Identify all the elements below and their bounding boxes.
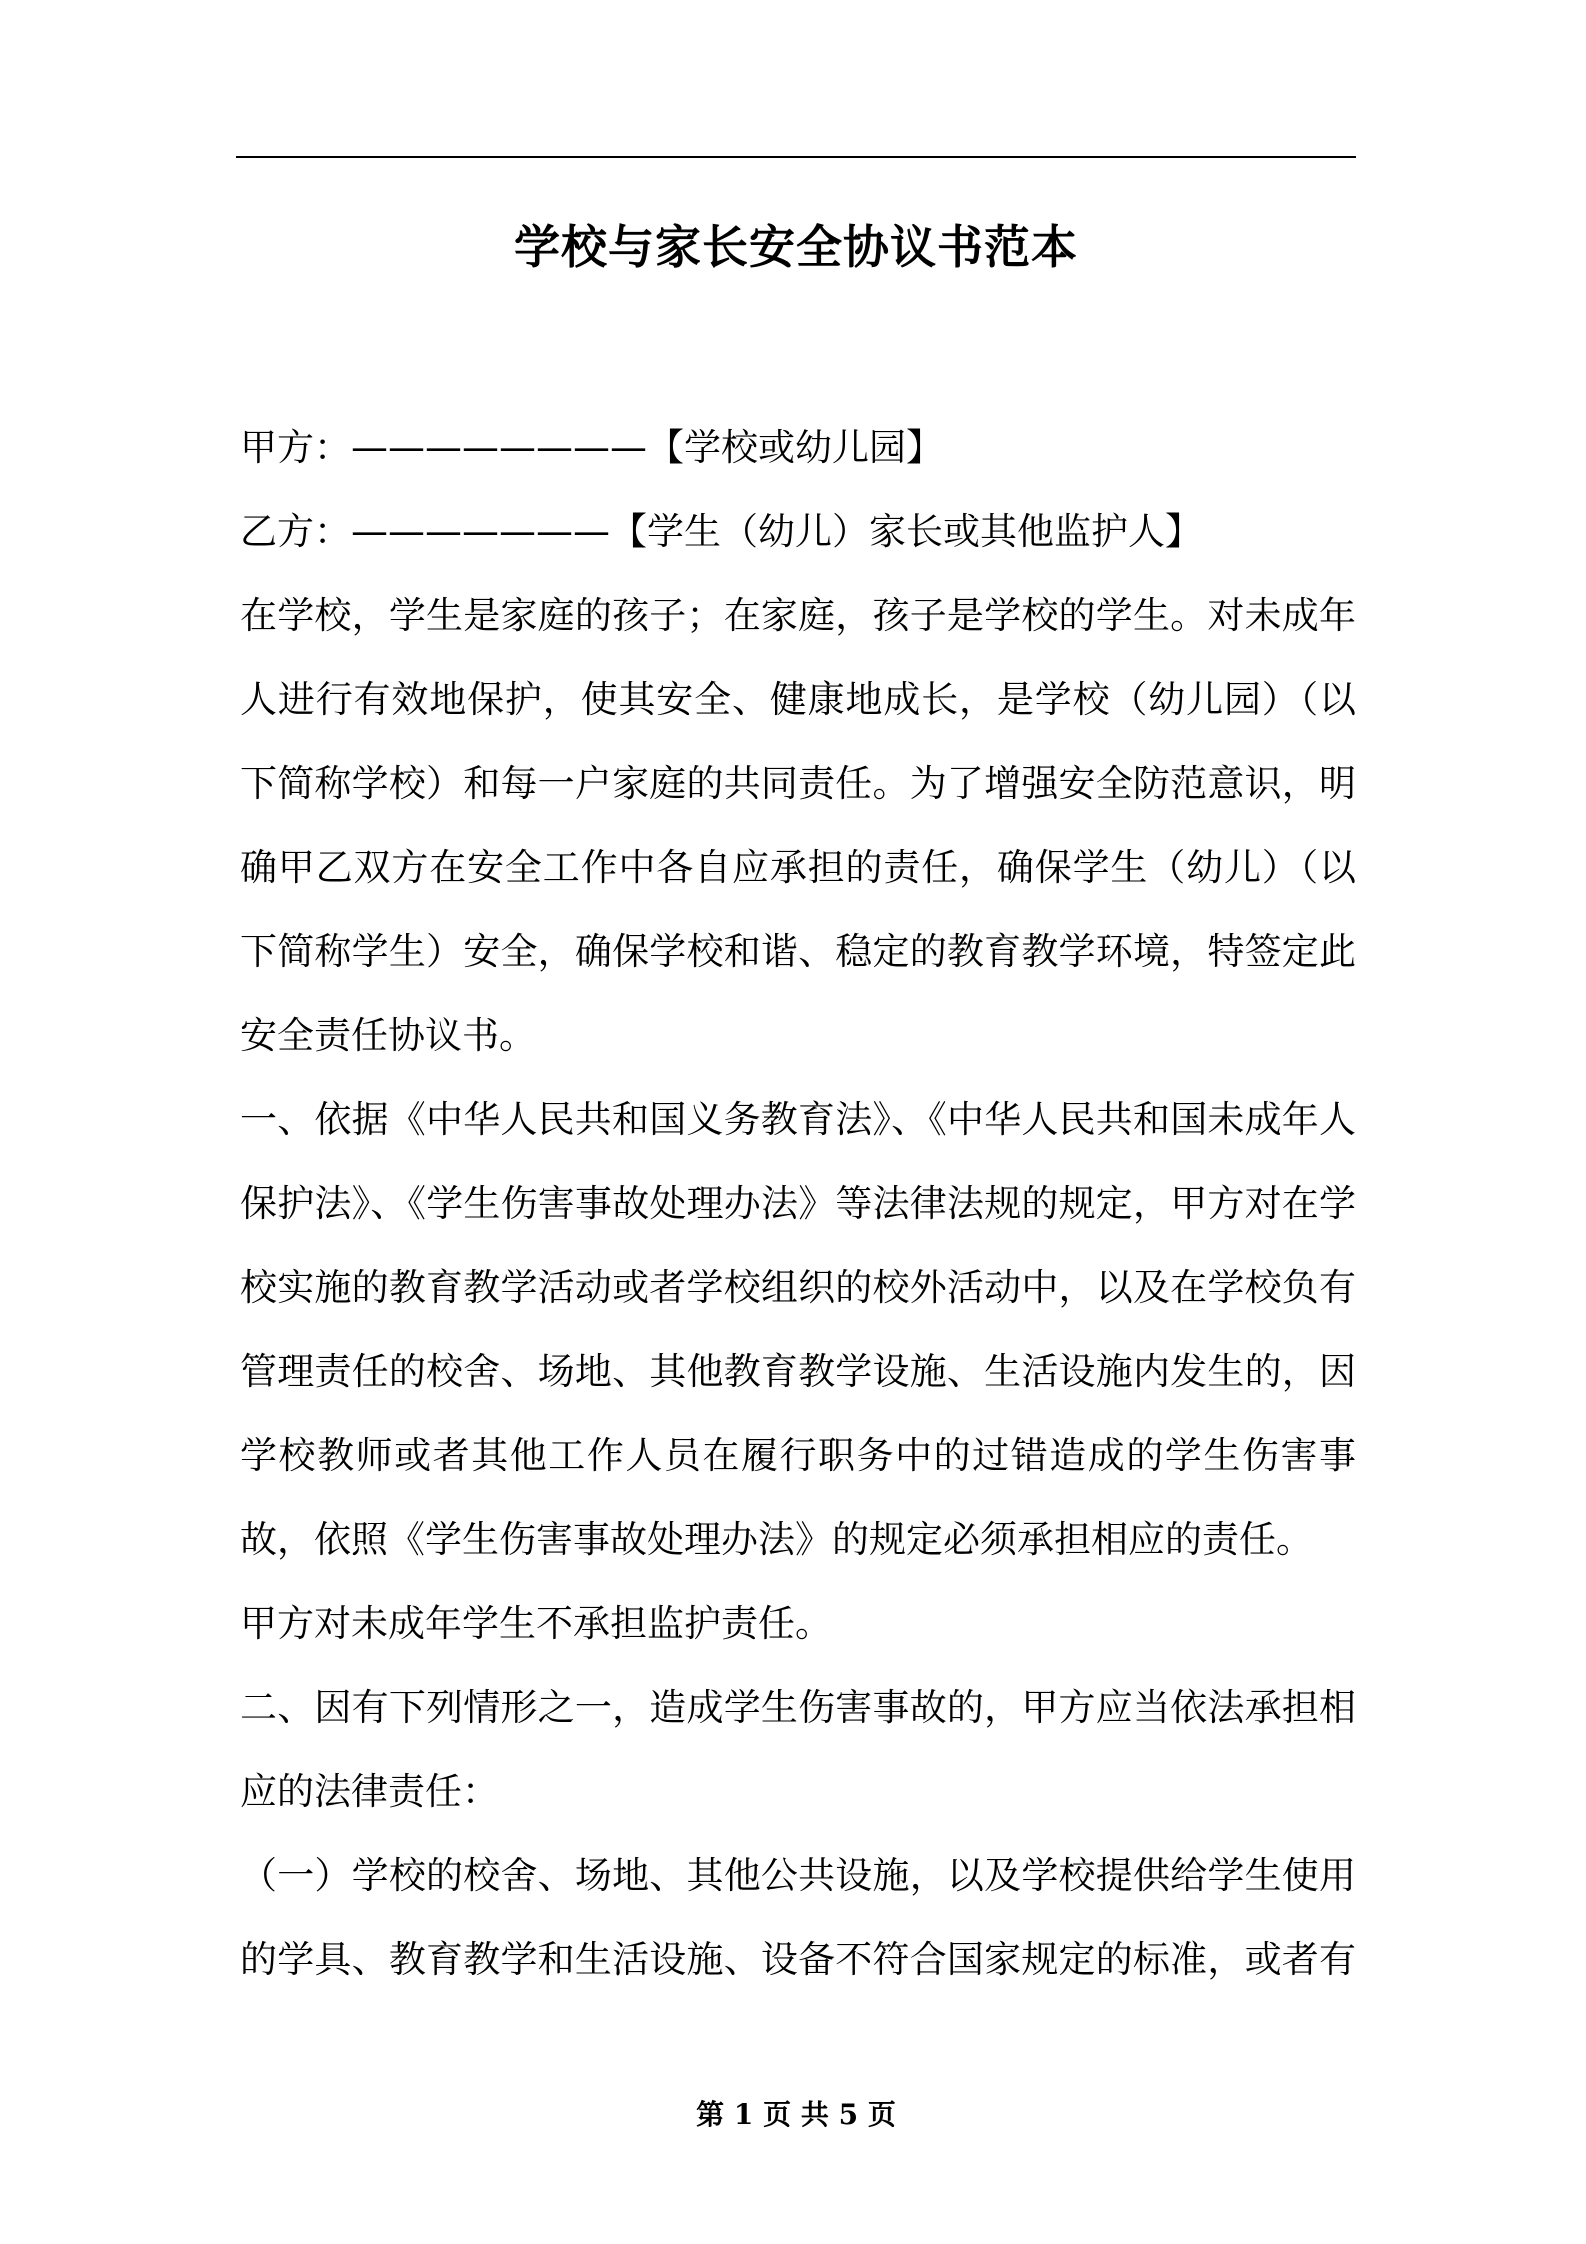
paragraph-line: 在学校，学生是家庭的孩子；在家庭，孩子是学校的学生。对未成年	[240, 594, 1356, 637]
paragraph-line: 校实施的教育教学活动或者学校组织的校外活动中，以及在学校负有	[240, 1266, 1356, 1309]
paragraph-line: 的学具、教育教学和生活设施、设备不符合国家规定的标准，或者有	[240, 1938, 1356, 1981]
paragraph-line: 甲方对未成年学生不承担监护责任。	[240, 1602, 832, 1645]
page-number: 第 1 页 共 5 页	[696, 2098, 896, 2131]
paragraph-line: 故，依照《学生伤害事故处理办法》的规定必须承担相应的责任。	[240, 1518, 1313, 1561]
paragraph-line: 人进行有效地保护，使其安全、健康地成长，是学校（幼儿园）（以	[240, 678, 1356, 721]
paragraph-line: 应的法律责任：	[240, 1770, 499, 1813]
paragraph-line: 一、依据《中华人民共和国义务教育法》、《中华人民共和国未成年人	[240, 1098, 1356, 1141]
paragraph-line: 安全责任协议书。	[240, 1014, 536, 1057]
paragraph-line: 下简称学校）和每一户家庭的共同责任。为了增强安全防范意识，明	[240, 762, 1356, 805]
paragraph-line: （一）学校的校舍、场地、其他公共设施，以及学校提供给学生使用	[240, 1854, 1356, 1897]
paragraph-line: 管理责任的校舍、场地、其他教育教学设施、生活设施内发生的，因	[240, 1350, 1356, 1393]
paragraph-line: 乙方：———————【学生（幼儿）家长或其他监护人】	[240, 510, 1202, 553]
header-rule	[236, 156, 1356, 158]
paragraph-line: 学校教师或者其他工作人员在履行职务中的过错造成的学生伤害事	[240, 1434, 1356, 1477]
paragraph-line: 甲方：————————【学校或幼儿园】	[240, 426, 943, 469]
paragraph-line: 保护法》、《学生伤害事故处理办法》等法律法规的规定，甲方对在学	[240, 1182, 1356, 1225]
paragraph-line: 下简称学生）安全，确保学校和谐、稳定的教育教学环境，特签定此	[240, 930, 1356, 973]
document-body	[240, 406, 1356, 2002]
paragraph-line: 二、因有下列情形之一，造成学生伤害事故的，甲方应当依法承担相	[240, 1686, 1356, 1729]
document-title: 学校与家长安全协议书范本	[514, 220, 1078, 274]
paragraph-line: 确甲乙双方在安全工作中各自应承担的责任，确保学生（幼儿）（以	[240, 846, 1356, 889]
